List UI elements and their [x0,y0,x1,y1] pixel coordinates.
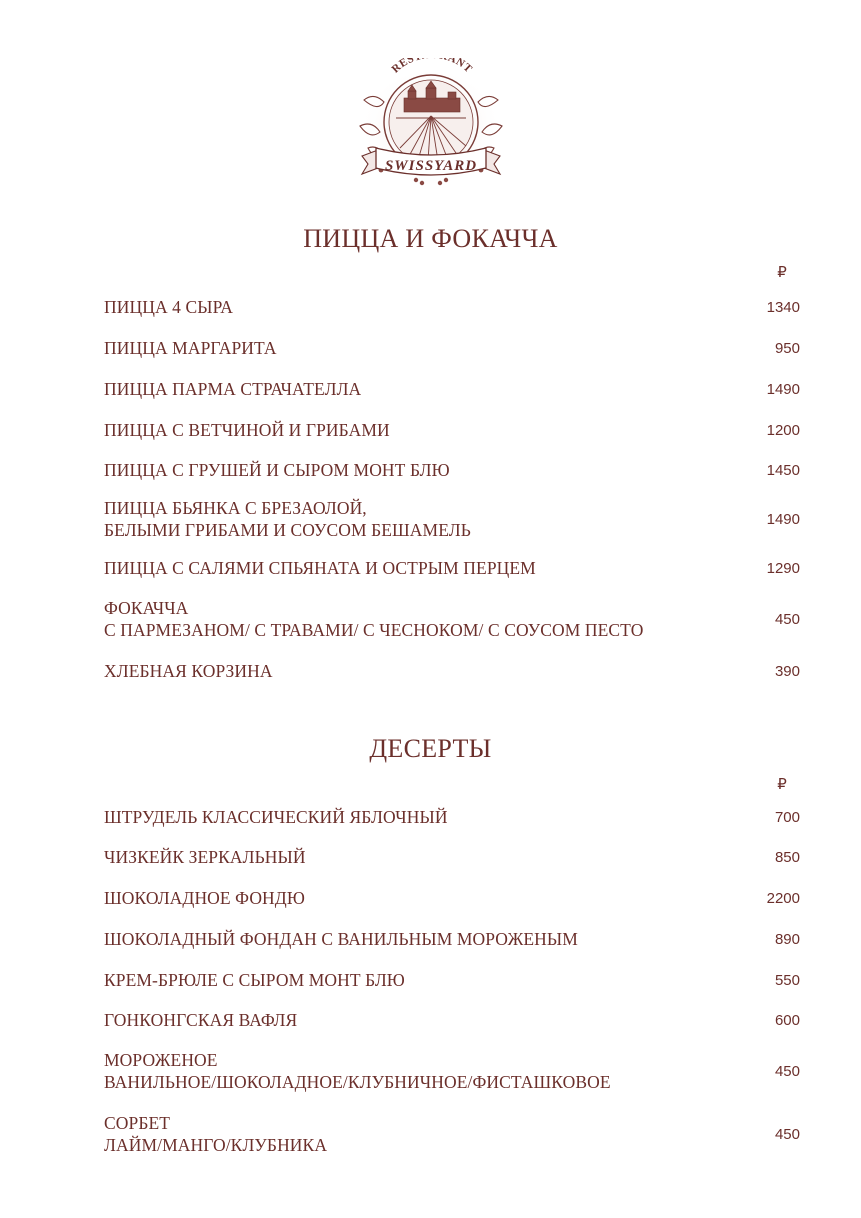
menu-item-name: СОРБЕТ ЛАЙМ/МАНГО/КЛУБНИКА [104,1113,328,1155]
menu-item-price: 450 [774,610,800,628]
section-title-desserts: ДЕСЕРТЫ [369,734,492,763]
menu-item [104,928,800,950]
menu-item-name: ПИЦЦА ПАРМА СТРАЧАТЕЛЛА [104,379,362,399]
section-title-pizza: ПИЦЦА И ФОКАЧЧА [303,224,558,253]
menu-item-name: ПИЦЦА 4 СЫРА [104,297,233,317]
menu-item-price: 1340 [766,298,800,316]
menu-item [104,497,800,541]
currency-label: ₽ [777,775,787,793]
menu-item-name: ФОКАЧЧА С ПАРМЕЗАНОМ/ С ТРАВАМИ/ С ЧЕСНОКОМ/ С СОУСОМ ПЕСТО [104,598,644,640]
menu-item-price: 700 [774,808,800,826]
menu-item-price: 1490 [766,380,800,398]
logo-top-text: RES ANT [389,58,475,76]
restaurant-logo [356,58,506,190]
menu-item-name: ПИЦЦА С ВЕТЧИНОЙ И ГРИБАМИ [104,420,390,440]
menu-item [104,459,800,481]
menu-item [104,1049,800,1093]
menu-item [104,1009,800,1031]
menu-item-price: 850 [774,848,800,866]
menu-item-name: КРЕМ-БРЮЛЕ С СЫРОМ МОНТ БЛЮ [104,970,405,990]
menu-item [104,378,800,400]
menu-item [104,1112,800,1156]
menu-item [104,597,800,641]
menu-item-price: 450 [774,1062,800,1080]
menu-item [104,806,800,828]
menu-item-name: МОРОЖЕНОЕ ВАНИЛЬНОЕ/ШОКОЛАДНОЕ/КЛУБНИЧНОЕ/ФИСТАШКОВОЕ [104,1050,611,1092]
menu-item-price: 1450 [766,461,800,479]
menu-item-price: 1490 [766,510,800,528]
menu-item-price: 390 [774,662,800,680]
menu-item-price: 2200 [766,889,800,907]
menu-item-price: 550 [774,971,800,989]
menu-item-name: ХЛЕБНАЯ КОРЗИНА [104,661,273,681]
menu-item [104,660,800,682]
menu-item [104,969,800,991]
menu-item-name: ГОНКОНГСКАЯ ВАФЛЯ [104,1010,298,1030]
menu-item [104,887,800,909]
menu-item [104,337,800,359]
menu-item [104,846,800,868]
menu-item [104,419,800,441]
menu-item-price: 600 [774,1011,800,1029]
menu-item-name: ПИЦЦА БЬЯНКА С БРЕЗАОЛОЙ, БЕЛЫМИ ГРИБАМИ И СОУСОМ БЕШАМЕЛЬ [104,498,471,540]
menu-item-name: ШОКОЛАДНОЕ ФОНДЮ [104,888,305,908]
menu-item-name: ЧИЗКЕЙК ЗЕРКАЛЬНЫЙ [104,847,306,867]
menu-item-price: 1290 [766,559,800,577]
menu-item-name: ПИЦЦА С ГРУШЕЙ И СЫРОМ МОНТ БЛЮ [104,460,450,480]
menu-item-price: 1200 [766,421,800,439]
logo-banner-text: SWISSYARD [384,158,478,174]
menu-item-name: ШТРУДЕЛЬ КЛАССИЧЕСКИЙ ЯБЛОЧНЫЙ [104,807,448,827]
menu-item-name: ПИЦЦА МАРГАРИТА [104,338,277,358]
currency-label: ₽ [777,263,787,281]
menu-item-name: ШОКОЛАДНЫЙ ФОНДАН С ВАНИЛЬНЫМ МОРОЖЕНЫМ [104,929,578,949]
menu-item [104,296,800,318]
menu-item-price: 950 [774,339,800,357]
menu-item-price: 450 [774,1125,800,1143]
menu-item-price: 890 [774,930,800,948]
menu-item [104,557,800,579]
menu-item-name: ПИЦЦА С САЛЯМИ СПЬЯНАТА И ОСТРЫМ ПЕРЦЕМ [104,558,536,578]
